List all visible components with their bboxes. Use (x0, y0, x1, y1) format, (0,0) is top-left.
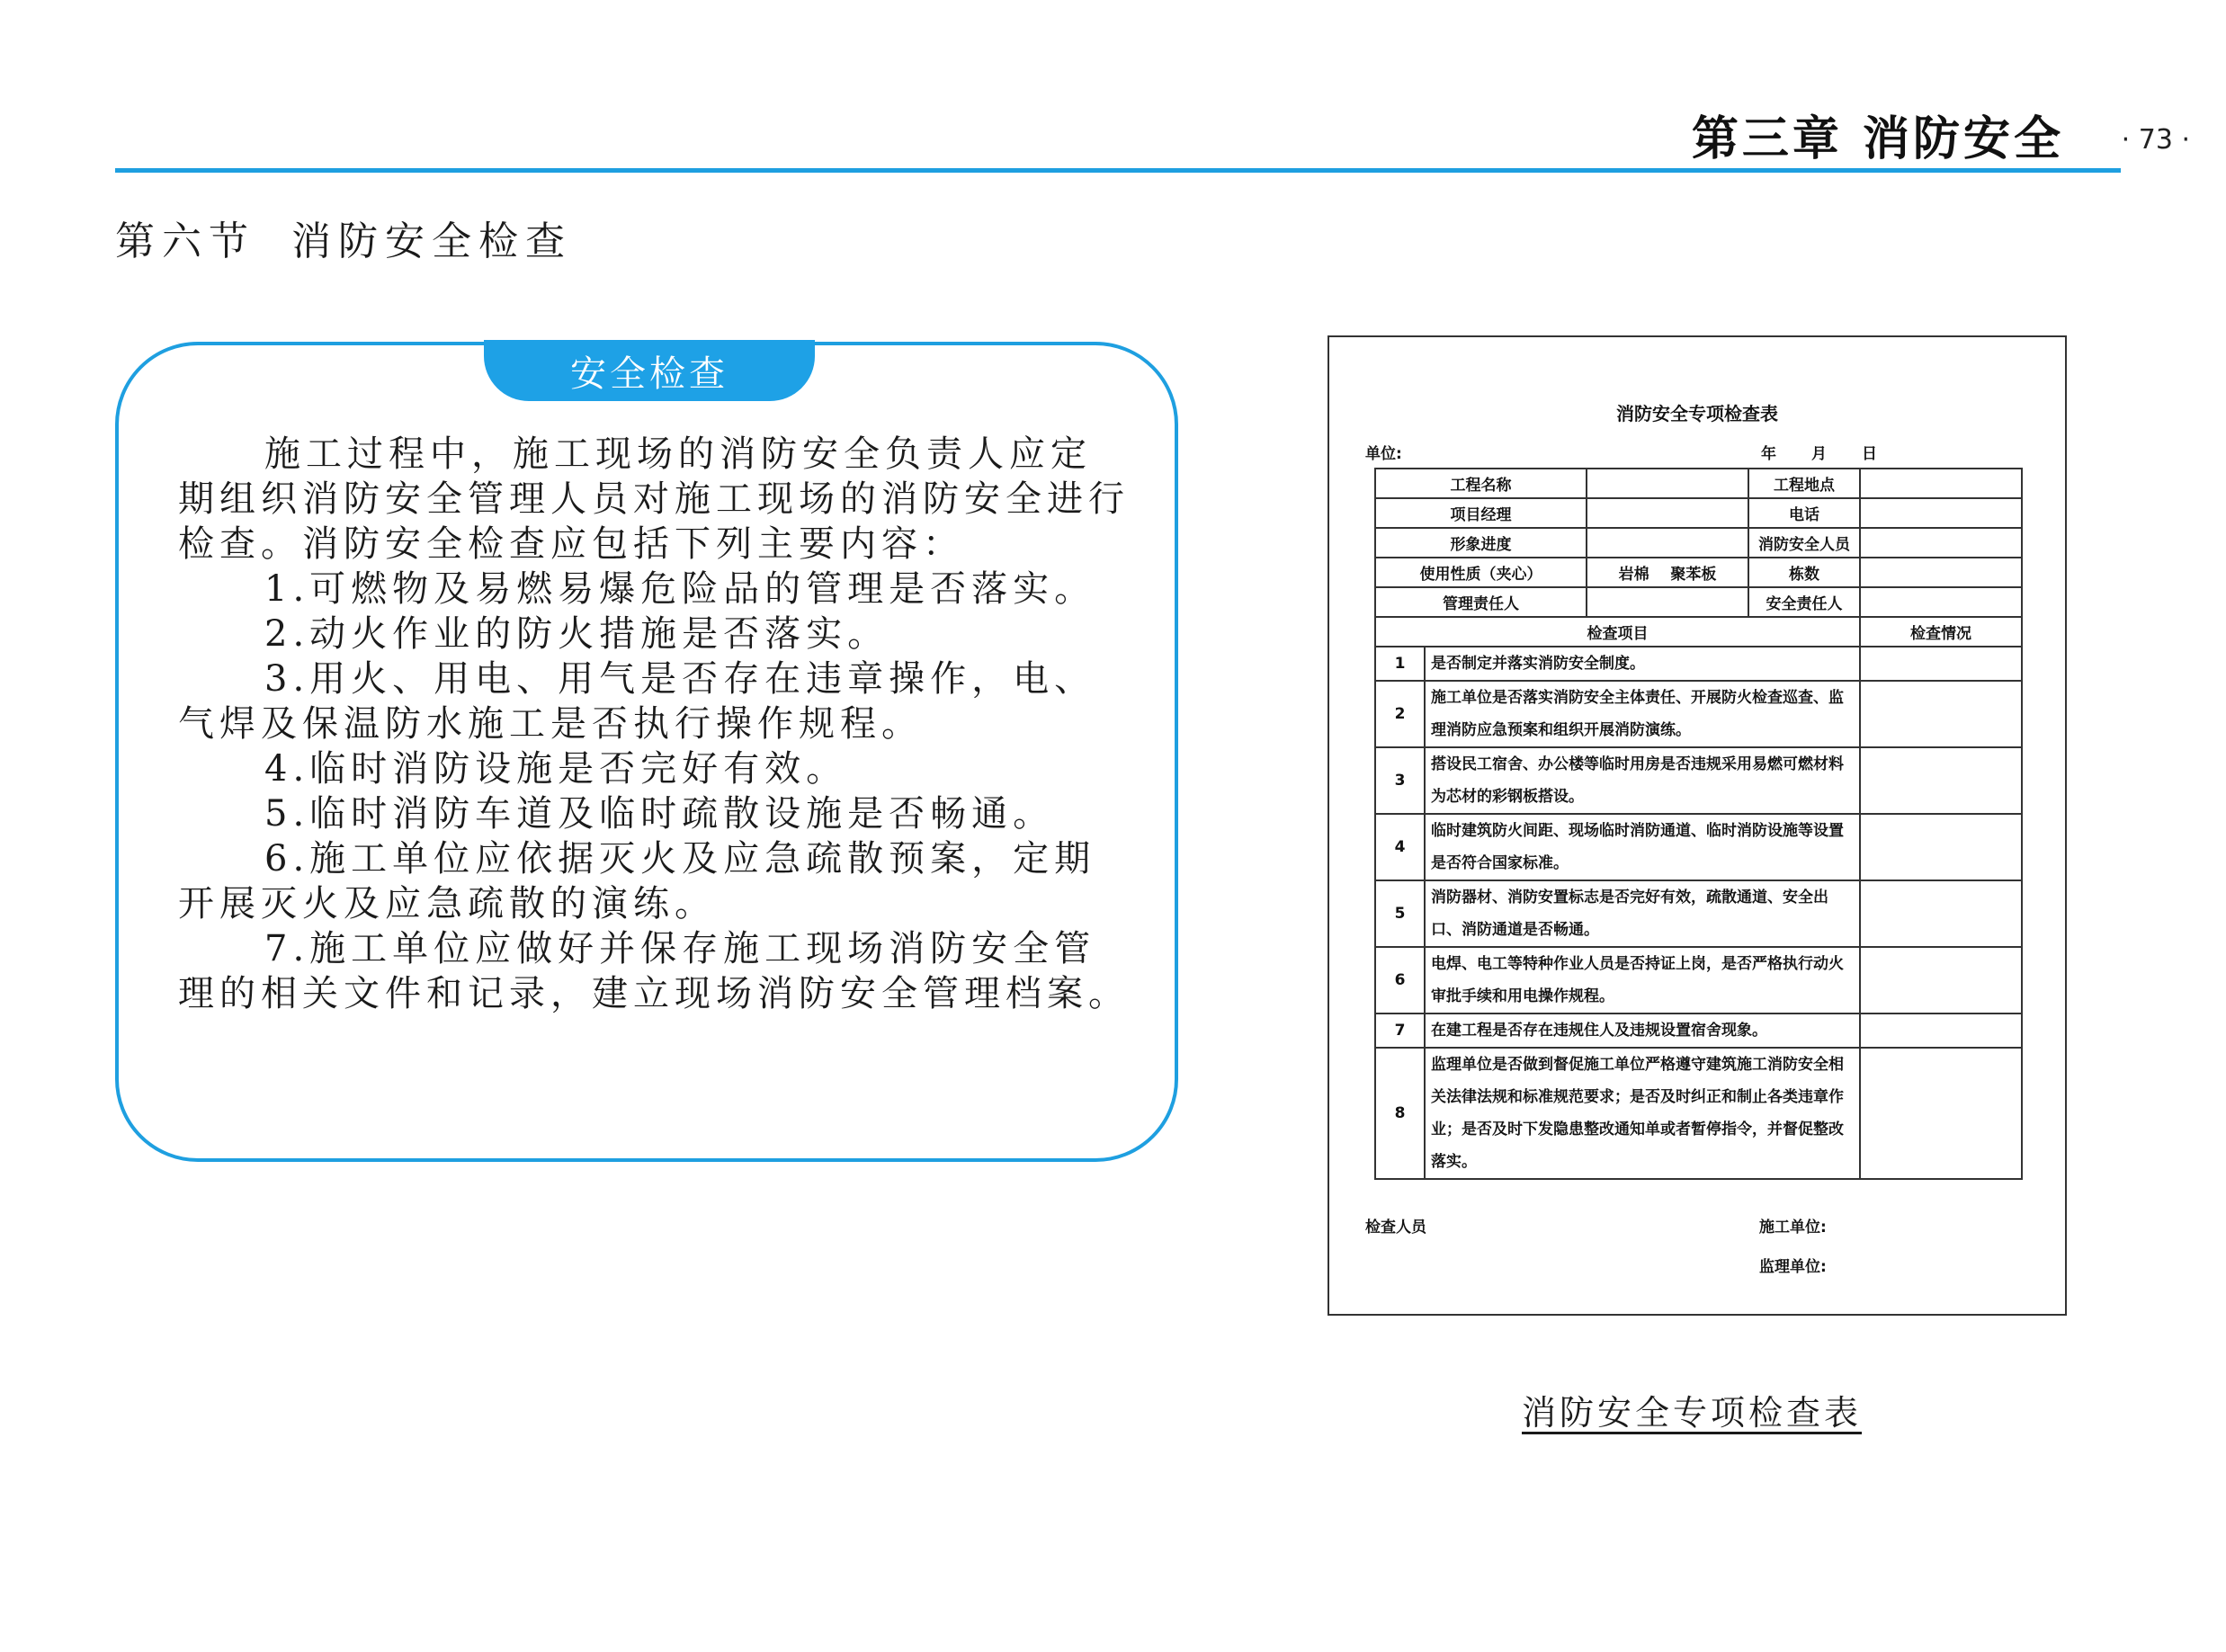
table-cell: 管理责任人 (1375, 587, 1587, 617)
table-cell (1860, 558, 2022, 587)
table-row (1375, 528, 2022, 558)
table-cell (1860, 498, 2022, 528)
item-text: 搭设民工宿舍、办公楼等临时用房是否违规采用易燃可燃材料为芯材的彩钢板搭设。 (1425, 747, 1860, 814)
table-row (1375, 498, 2022, 528)
table-row (1375, 814, 2022, 880)
item-number: 1 (1375, 647, 1425, 681)
card-tab-label: 安全检查 (484, 340, 815, 401)
item-text: 电焊、电工等特种作业人员是否持证上岗，是否严格执行动火审批手续和用电操作规程。 (1425, 947, 1860, 1014)
item-number: 8 (1375, 1048, 1425, 1179)
card-paragraph: 7.施工单位应做好并保存施工现场消防安全管理的相关文件和记录，建立现场消防安全管理档案。 (178, 928, 1130, 1014)
header-rule (115, 168, 2121, 173)
chapter-title: 第三章 消防安全 (1691, 112, 2064, 166)
table-cell (1587, 469, 1748, 498)
item-text: 在建工程是否存在违规住人及违规设置宿舍现象。 (1425, 1014, 1860, 1048)
card-paragraph: 3.用火、用电、用气是否存在违章操作，电、气焊及保温防水施工是否执行操作规程。 (178, 658, 1096, 745)
item-status-cell (1860, 747, 2022, 814)
table-row (1375, 880, 2022, 947)
table-cell: 形象进度 (1375, 528, 1587, 558)
table-row (1375, 469, 2022, 498)
section-number: 第六节 (115, 219, 255, 264)
item-text: 监理单位是否做到督促施工单位严格遵守建筑施工消防安全相关法律法规和标准规范要求；是否及时纠正和制止各类违章作业；是否及时下发隐患整改通知单或者暂停指令，并督促整改落实。 (1425, 1048, 1860, 1179)
item-text: 消防器材、消防安置标志是否完好有效，疏散通道、安全出口、消防通道是否畅通。 (1425, 880, 1860, 947)
item-number: 6 (1375, 947, 1425, 1014)
table-cell: 栋数 (1748, 558, 1860, 587)
table-row (1375, 587, 2022, 617)
table-cell: 岩棉 聚苯板 (1587, 558, 1748, 587)
item-number: 5 (1375, 880, 1425, 947)
inspection-table (1374, 468, 2023, 1180)
form-day-label: 日 (1862, 445, 1877, 463)
table-cell (1587, 498, 1748, 528)
table-cell (1860, 469, 2022, 498)
form-title: 消防安全专项检查表 (1616, 403, 1778, 424)
section-name: 消防安全检查 (291, 219, 572, 264)
form-supervision-label: 监理单位: (1759, 1258, 1827, 1276)
card-paragraph: 6.施工单位应依据灭火及应急疏散预案，定期开展灭火及应急疏散的演练。 (178, 838, 1096, 924)
item-number: 7 (1375, 1014, 1425, 1048)
form-year-label: 年 (1761, 445, 1776, 463)
card-paragraph: 2.动火作业的防火措施是否落实。 (264, 613, 890, 655)
form-construction-label: 施工单位: (1759, 1219, 1827, 1237)
table-cell: 电话 (1748, 498, 1860, 528)
table-row (1375, 947, 2022, 1014)
card-paragraph: 5.临时消防车道及临时疏散设施是否畅通。 (264, 793, 1055, 835)
item-status-cell (1860, 947, 2022, 1014)
table-cell: 工程名称 (1375, 469, 1587, 498)
form-month-label: 月 (1811, 445, 1827, 463)
table-cell: 使用性质（夹心） (1375, 558, 1587, 587)
card-body (178, 432, 1131, 1016)
table-cell: 安全责任人 (1748, 587, 1860, 617)
item-status-cell (1860, 814, 2022, 880)
table-cell (1860, 587, 2022, 617)
table-cell: 工程地点 (1748, 469, 1860, 498)
table-cell: 消防安全人员 (1748, 528, 1860, 558)
table-row (1375, 681, 2022, 747)
item-text: 是否制定并落实消防安全制度。 (1425, 647, 1860, 681)
item-number: 4 (1375, 814, 1425, 880)
col-header-status: 检查情况 (1860, 617, 2022, 647)
card-paragraph: 1.可燃物及易燃易爆危险品的管理是否落实。 (264, 568, 1096, 610)
item-status-cell (1860, 647, 2022, 681)
table-row (1375, 747, 2022, 814)
card-paragraph: 施工过程中，施工现场的消防安全负责人应定期组织消防安全管理人员对施工现场的消防安全进行检查。消防安全检查应包括下列主要内容： (178, 433, 1130, 565)
table-header-row (1375, 617, 2022, 647)
item-number: 3 (1375, 747, 1425, 814)
item-status-cell (1860, 1048, 2022, 1179)
table-cell: 项目经理 (1375, 498, 1587, 528)
table-row (1375, 558, 2022, 587)
item-status-cell (1860, 880, 2022, 947)
form-unit-label: 单位: (1365, 445, 1402, 463)
card-paragraph: 4.临时消防设施是否完好有效。 (264, 748, 848, 790)
table-row (1375, 1014, 2022, 1048)
page-number: · 73 · (2121, 124, 2190, 156)
table-cell (1587, 587, 1748, 617)
table-cell (1587, 528, 1748, 558)
table-row (1375, 647, 2022, 681)
item-number: 2 (1375, 681, 1425, 747)
table-cell (1860, 528, 2022, 558)
item-text: 施工单位是否落实消防安全主体责任、开展防火检查巡查、监理消防应急预案和组织开展消防演练。 (1425, 681, 1860, 747)
item-status-cell (1860, 1014, 2022, 1048)
form-inspector-label: 检查人员 (1365, 1219, 1426, 1237)
item-status-cell (1860, 681, 2022, 747)
table-row (1375, 1048, 2022, 1179)
item-text: 临时建筑防火间距、现场临时消防通道、临时消防设施等设置是否符合国家标准。 (1425, 814, 1860, 880)
form-caption: 消防安全专项检查表 (1522, 1393, 1863, 1433)
col-header-item: 检查项目 (1375, 617, 1860, 647)
section-title (115, 209, 572, 266)
